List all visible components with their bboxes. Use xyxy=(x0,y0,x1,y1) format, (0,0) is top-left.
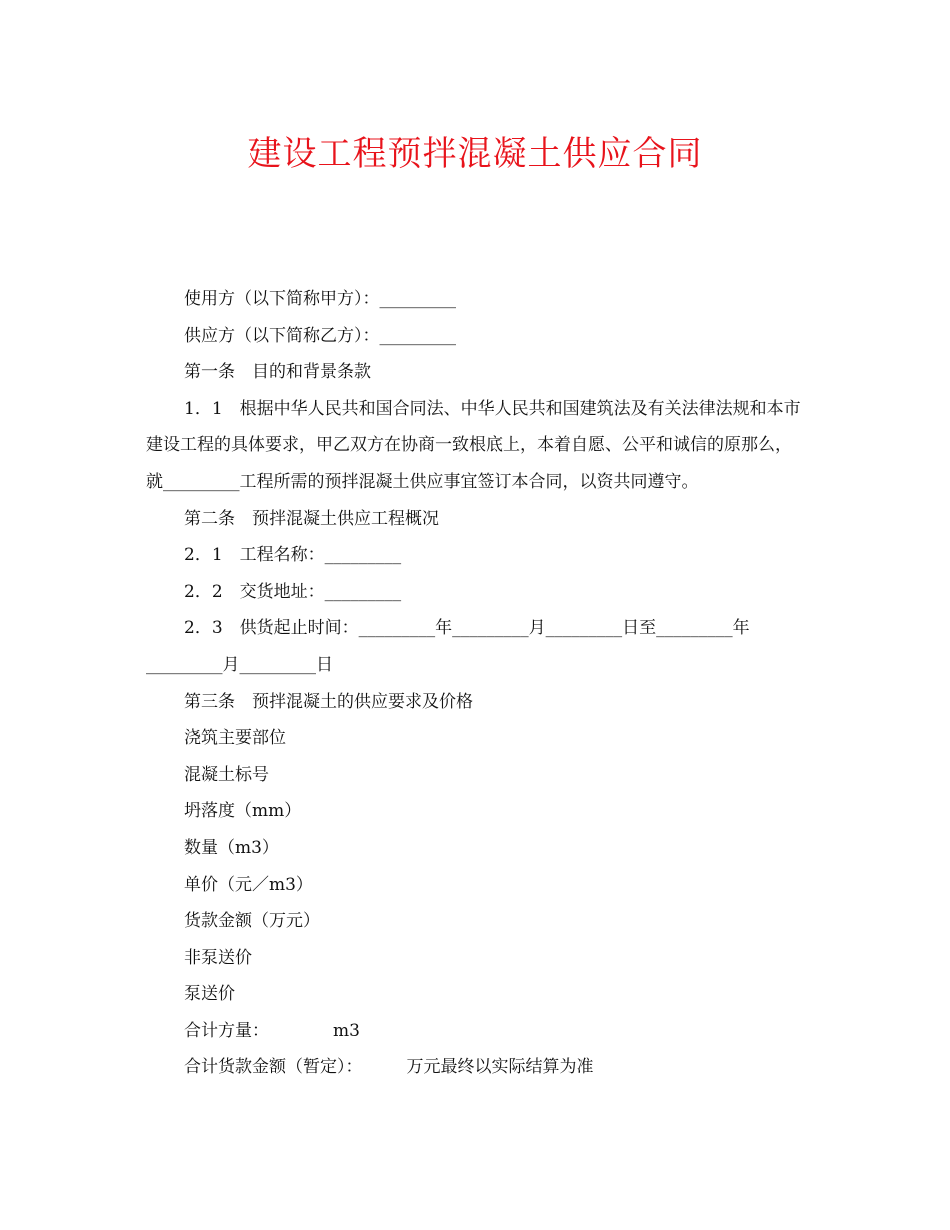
clause-2-3: 2．3 供货起止时间：_________年_________月_________日至_________年_________月_________日 xyxy=(146,618,750,675)
total-quantity-label: 合计方量： xyxy=(184,1020,269,1041)
table-field-concrete-grade: 混凝土标号 xyxy=(184,764,269,785)
table-field-slump: 坍落度（mm） xyxy=(184,801,302,822)
table-field-quantity: 数量（m3） xyxy=(184,837,279,858)
clause-1-1: 1．1 根据中华人民共和国合同法、中华人民共和国建筑法及有关法律法规和本市建设工程的具体要求，甲乙双方在协商一致根底上，本着自愿、公平和诚信的原那么，就_________工程所需的预拌混凝土供应事宜签订本合同，以资共同遵守。 xyxy=(146,398,801,492)
article-2-heading: 第二条 预拌混凝土供应工程概况 xyxy=(184,508,439,529)
article-1-heading: 第一条 目的和背景条款 xyxy=(184,362,371,383)
table-field-unit-price: 单价（元／m3） xyxy=(184,874,313,895)
table-field-pour-location: 浇筑主要部位 xyxy=(184,728,286,749)
total-quantity-line xyxy=(146,1013,806,1050)
article-3-heading: 第三条 预拌混凝土的供应要求及价格 xyxy=(184,691,473,712)
table-field-amount: 货款金额（万元） xyxy=(184,911,320,932)
total-amount-label: 合计货款金额（暂定）： xyxy=(184,1057,363,1078)
clause-2-1: 2．1 工程名称：_________ xyxy=(184,545,402,566)
table-field-pump-price: 泵送价 xyxy=(184,984,235,1005)
total-quantity-unit: m3 xyxy=(333,1020,360,1041)
document-body xyxy=(146,281,806,1086)
party-b-line: 供应方（以下简称乙方）：_________ xyxy=(184,325,456,346)
table-field-non-pump-price: 非泵送价 xyxy=(184,947,252,968)
clause-2-2: 2．2 交货地址：_________ xyxy=(184,581,402,602)
party-a-line: 使用方（以下简称甲方）：_________ xyxy=(184,289,456,309)
total-amount-line xyxy=(146,1049,806,1086)
total-amount-note: 万元最终以实际结算为准 xyxy=(406,1057,594,1078)
document-title: 建设工程预拌混凝土供应合同 xyxy=(247,134,703,174)
